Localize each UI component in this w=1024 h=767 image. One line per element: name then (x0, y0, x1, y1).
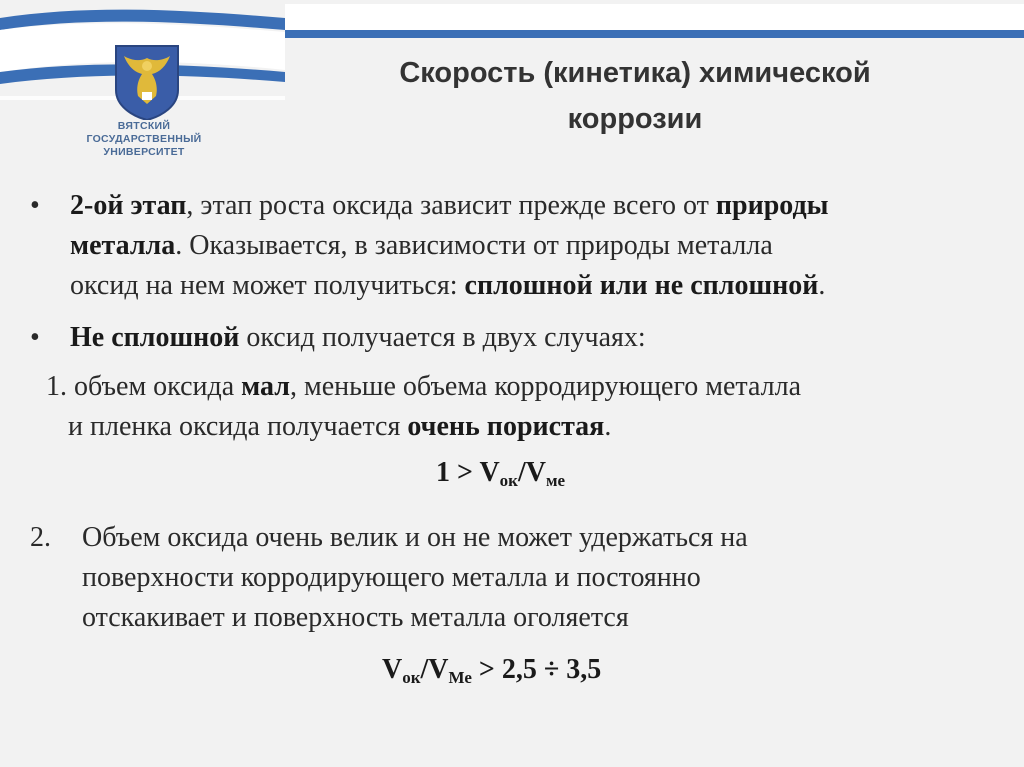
text-span: . Оказывается, в зависимости от природы металла (175, 230, 773, 261)
bold-text: мал (241, 371, 291, 402)
numbered-item-1 (46, 367, 801, 407)
university-name-line: ГОСУДАРСТВЕННЫЙ (86, 133, 202, 145)
bold-text: металла (70, 230, 176, 261)
formula-subscript: ок (402, 668, 421, 687)
slide-title (330, 50, 940, 142)
item-number: 2. (30, 522, 51, 553)
bold-text: очень пористая (407, 411, 605, 442)
text-span: . (604, 411, 612, 442)
ribbon-white-band-top (285, 4, 1024, 30)
bullet-marker: • (30, 322, 40, 353)
formula-subscript: ок (499, 471, 518, 490)
eagle-shield-icon (112, 44, 182, 120)
text-span: оксид на нем может получиться: (70, 270, 465, 301)
text-span: , меньше объема корродирующего металла (290, 371, 802, 402)
university-name-line: УНИВЕРСИТЕТ (103, 146, 185, 158)
formula-flaking (382, 650, 601, 698)
text-span: оксид получается в двух случаях: (239, 322, 646, 353)
text-span: объем оксида (67, 371, 242, 402)
bullet-marker: • (30, 190, 40, 221)
item-number: 1. (46, 371, 67, 402)
formula-porous (436, 453, 565, 501)
formula-text: 1 > V (436, 457, 500, 488)
numbered-item-2 (30, 518, 51, 558)
university-name-line: ВЯТСКИЙ (117, 120, 171, 132)
formula-text: /V (420, 654, 449, 685)
formula-text: V (382, 654, 403, 685)
slide-title-line: коррозии (567, 103, 703, 135)
text-line: поверхности корродирующего металла и постоянно (82, 562, 701, 593)
university-name (60, 120, 228, 159)
bullet-text (70, 318, 1000, 358)
text-span: и пленка оксида получается (68, 411, 408, 442)
text-span: . (818, 270, 826, 301)
bold-text: природы (715, 190, 829, 221)
ribbon-blue-band-top (285, 30, 1024, 38)
formula-text: /V (517, 457, 546, 488)
formula-subscript: Ме (448, 668, 472, 687)
text-line: отскакивает и поверхность металла оголяется (82, 602, 629, 633)
bold-text: сплошной или не сплошной (464, 270, 819, 301)
bullet-text (70, 186, 1000, 306)
slide-title-line: Скорость (кинетика) химической (399, 57, 871, 89)
formula-subscript: ме (545, 471, 566, 490)
formula-text: > 2,5 ÷ 3,5 (471, 654, 602, 685)
numbered-item-2-text (82, 518, 1002, 638)
bold-text: Не сплошной (70, 322, 240, 353)
text-span: , этап роста оксида зависит прежде всего от (186, 190, 716, 221)
numbered-item-1-continued (68, 407, 611, 447)
text-line: Объем оксида очень велик и он не может удержаться на (82, 522, 748, 553)
bold-text: 2-ой этап (70, 190, 187, 221)
